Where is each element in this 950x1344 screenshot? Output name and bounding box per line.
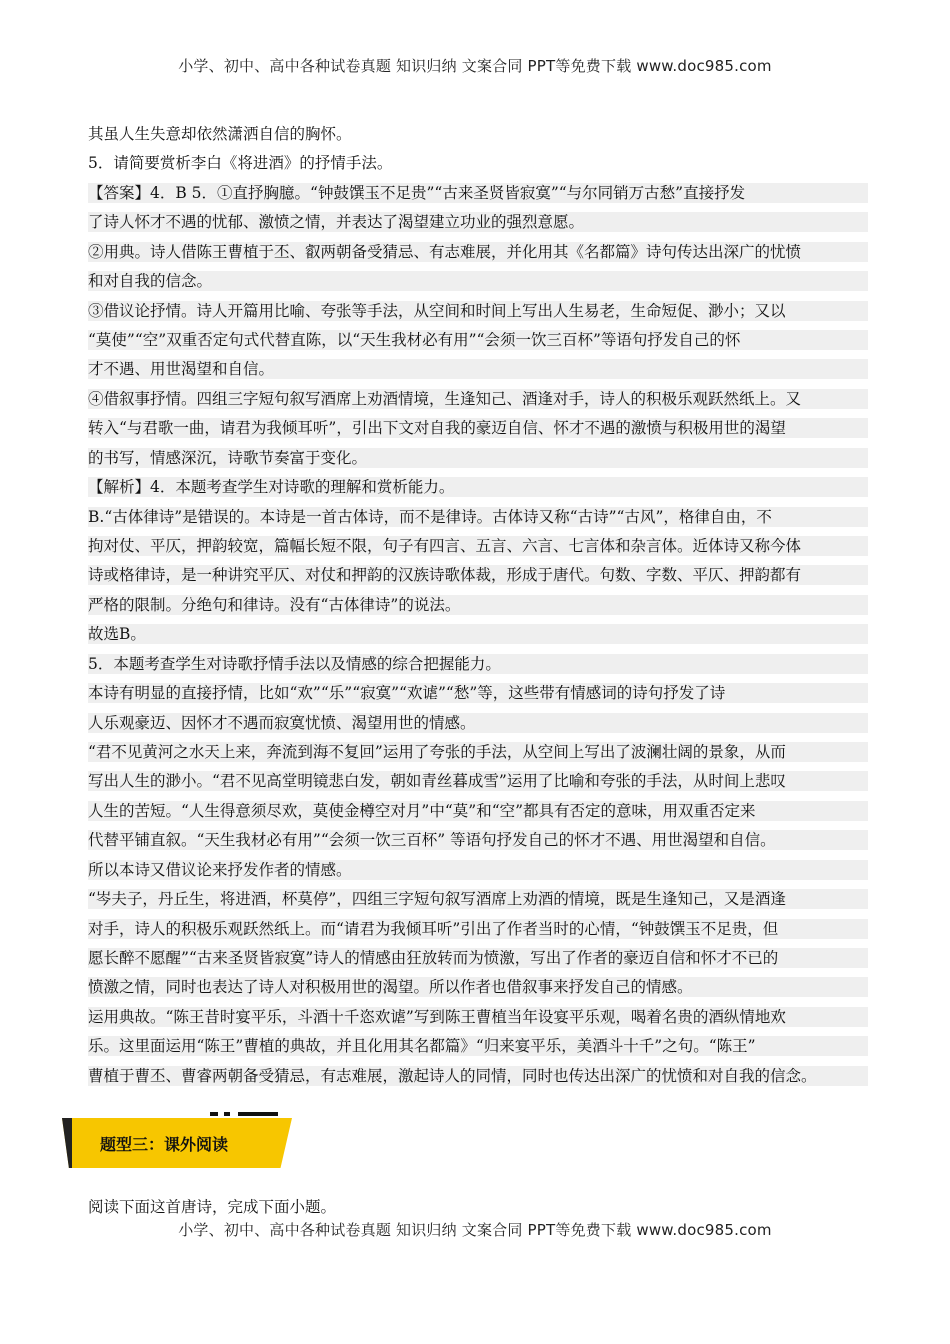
analysis-line: 写出人生的渺小。“君不见高堂明镜悲白发，朝如青丝暮成雪”运用了比喻和夸张的手法，从时间上悲叹 xyxy=(88,771,868,791)
page-footer: 小学、初中、高中各种试卷真题 知识归纳 文案合同 PPT等免费下载 www.doc985.com xyxy=(178,1221,772,1239)
answer-line: ④借叙事抒情。四组三字短句叙写酒席上劝酒情境，生逢知己、酒逢对手，诗人的积极乐观跃然纸上。又 xyxy=(88,389,868,409)
analysis-line: 运用典故。“陈王昔时宴平乐，斗酒十千恣欢谑”写到陈王曹植当年设宴平乐观，喝着名贵的酒纵情地欢 xyxy=(88,1007,868,1027)
analysis-line: 代替平铺直叙。“天生我材必有用”“会须一饮三百杯” 等语句抒发自己的怀才不遇、用世渴望和自信。 xyxy=(88,830,868,850)
answer-line: 才不遇、用世渴望和自信。 xyxy=(88,359,868,379)
analysis-line: 所以本诗又借议论来抒发作者的情感。 xyxy=(88,860,868,880)
answer-line: 转入“与君歌一曲，请君为我倾耳听”，引出下文对自我的豪迈自信、怀才不遇的激愤与积极用世的渴望 xyxy=(88,418,868,438)
analysis-line: 乐。这里面运用“陈王”曹植的典故，并且化用其名都篇》“归来宴平乐，美酒斗十千”之句。“陈王” xyxy=(88,1036,868,1056)
answer-line: ③借议论抒情。诗人开篇用比喻、夸张等手法，从空间和时间上写出人生易老，生命短促、渺小；又以 xyxy=(88,301,868,321)
banner-decoration xyxy=(238,1112,278,1116)
analysis-line: 曹植于曹丕、曹睿两朝备受猜忌，有志难展，激起诗人的同情，同时也传达出深广的忧愤和对自我的信念。 xyxy=(88,1066,868,1086)
page-header: 小学、初中、高中各种试卷真题 知识归纳 文案合同 PPT等免费下载 www.doc985.com xyxy=(178,57,772,75)
analysis-line: 严格的限制。分绝句和律诗。没有“古体律诗”的说法。 xyxy=(88,595,868,615)
analysis-line: 【解析】4．本题考查学生对诗歌的理解和赏析能力。 xyxy=(88,477,868,497)
section-title: 题型三：课外阅读 xyxy=(100,1135,229,1154)
reading-instruction: 阅读下面这首唐诗，完成下面小题。 xyxy=(88,1198,337,1216)
answer-line: ②用典。诗人借陈王曹植于丕、叡两朝备受猜忌、有志难展，并化用其《名都篇》诗句传达出深广的忧愤 xyxy=(88,242,868,262)
analysis-line: “君不见黄河之水天上来，奔流到海不复回”运用了夸张的手法，从空间上写出了波澜壮阔的景象，从而 xyxy=(88,742,868,762)
analysis-line: 诗或格律诗，是一种讲究平仄、对仗和押韵的汉族诗歌体裁，形成于唐代。句数、字数、平仄、押韵都有 xyxy=(88,565,868,585)
answer-line: “莫使”“空”双重否定句式代替直陈，以“天生我材必有用”“会须一饮三百杯”等语句抒发自己的怀 xyxy=(88,330,868,350)
analysis-line: B.“古体律诗”是错误的。本诗是一首古体诗，而不是律诗。古体诗又称“古诗”“古风”，格律自由，不 xyxy=(88,507,868,527)
banner-accent xyxy=(62,1118,72,1168)
analysis-line: 人生的苦短。“人生得意须尽欢，莫使金樽空对月”中“莫”和“空”都具有否定的意味，用双重否定来 xyxy=(88,801,868,821)
analysis-line: 本诗有明显的直接抒情，比如“欢”“乐”“寂寞”“欢谑”“愁”等，这些带有情感词的诗句抒发了诗 xyxy=(88,683,868,703)
analysis-line: 拘对仗、平仄，押韵较宽，篇幅长短不限，句子有四言、五言、六言、七言体和杂言体。近体诗又称今体 xyxy=(88,536,868,556)
analysis-line: 对手，诗人的积极乐观跃然纸上。而“请君为我倾耳听”引出了作者当时的心情，“钟鼓馔玉不足贵，但 xyxy=(88,919,868,939)
analysis-line: 人乐观豪迈、因怀才不遇而寂寞忧愤、渴望用世的情感。 xyxy=(88,713,868,733)
analysis-line: 愿长醉不愿醒”“古来圣贤皆寂寞”诗人的情感由狂放转而为愤激，写出了作者的豪迈自信和怀才不已的 xyxy=(88,948,868,968)
banner-decoration xyxy=(224,1112,230,1116)
question-line: 5．请简要赏析李白《将进酒》的抒情手法。 xyxy=(88,154,393,172)
analysis-line: 愤激之情，同时也表达了诗人对积极用世的渴望。所以作者也借叙事来抒发自己的情感。 xyxy=(88,977,868,997)
answer-line: 【答案】4．B 5．①直抒胸臆。“钟鼓馔玉不足贵”“古来圣贤皆寂寞”“与尔同销万古愁”直接抒发 xyxy=(88,183,868,203)
text-line: 其虽人生失意却依然潇洒自信的胸怀。 xyxy=(88,125,352,143)
answer-line: 了诗人怀才不遇的忧郁、激愤之情，并表达了渴望建立功业的强烈意愿。 xyxy=(88,212,868,232)
analysis-line: “岑夫子，丹丘生，将进酒，杯莫停”，四组三字短句叙写酒席上劝酒的情境，既是生逢知己，又是酒逢 xyxy=(88,889,868,909)
analysis-line: 故选B。 xyxy=(88,624,868,644)
answer-line: 的书写，情感深沉，诗歌节奏富于变化。 xyxy=(88,448,868,468)
answer-line: 和对自我的信念。 xyxy=(88,271,868,291)
banner-decoration xyxy=(210,1112,218,1116)
analysis-line: 5．本题考查学生对诗歌抒情手法以及情感的综合把握能力。 xyxy=(88,654,868,674)
